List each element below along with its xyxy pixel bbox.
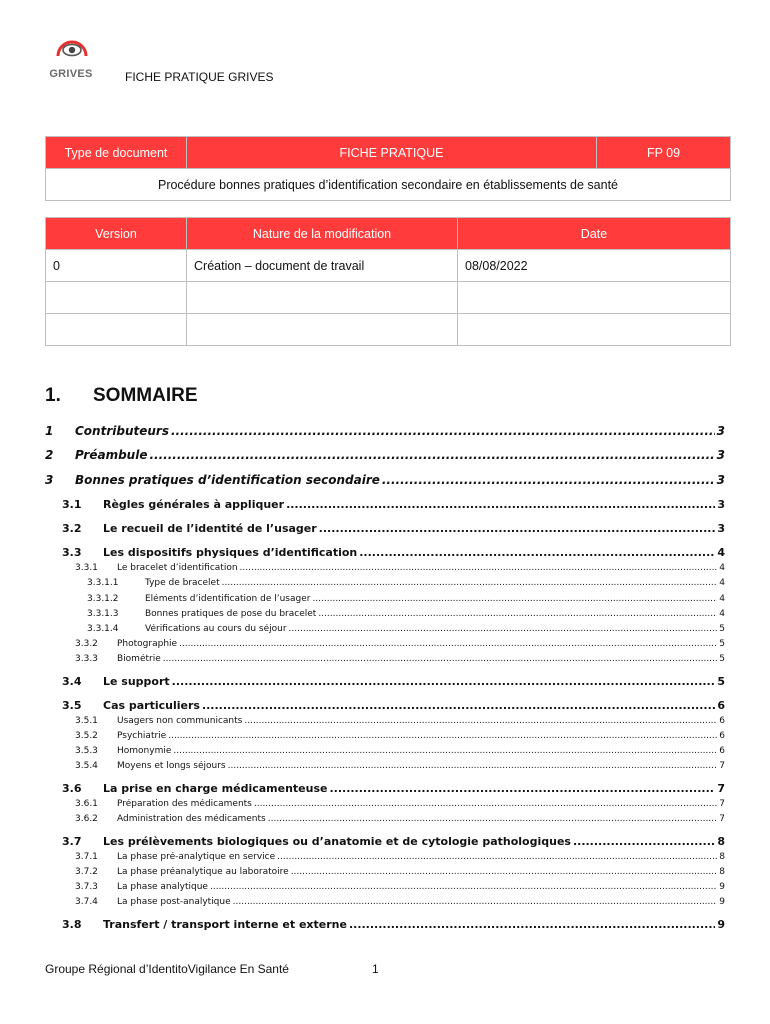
- doc-code-cell: FP 09: [597, 137, 731, 169]
- table-row: [46, 314, 731, 346]
- toc-entry[interactable]: 3.7.2 La phase préanalytique au laboratoire ..... 8: [75, 867, 725, 877]
- footer-text: Groupe Régional d’IdentitoVigilance En Santé: [45, 962, 289, 976]
- doc-subject-cell: Procédure bonnes pratiques d’identification secondaire en établissements de santé: [46, 169, 731, 201]
- header-title: FICHE PRATIQUE GRIVES: [125, 70, 274, 84]
- table-cell: [458, 282, 731, 314]
- eye-icon: [52, 34, 92, 68]
- toc-entry[interactable]: 3.3.1.4 Vérifications au cours du séjour ..... 5: [87, 624, 725, 634]
- toc-entry[interactable]: 3.6.1 Préparation des médicaments ..... 7: [75, 799, 725, 809]
- toc-entry[interactable]: 3.3.1 Le bracelet d’identification ..... 4: [75, 563, 725, 573]
- table-cell: [187, 314, 458, 346]
- toc-entry[interactable]: 3.7.1 La phase pré-analytique en service ..... 8: [75, 852, 725, 862]
- toc-entry[interactable]: 3.3.1.1 Type de bracelet ..... 4: [87, 578, 725, 588]
- toc-entry[interactable]: 3.3.3 Biométrie ..... 5: [75, 654, 725, 664]
- logo-text: GRIVES: [49, 68, 93, 80]
- toc-entry[interactable]: 3.5.4 Moyens et longs séjours ..... 7: [75, 761, 725, 771]
- type-label-cell: Type de document: [46, 137, 187, 169]
- section-number: 1.: [45, 385, 61, 406]
- toc-entry[interactable]: 3.3.2 Photographie ..... 5: [75, 639, 725, 649]
- table-row: [46, 250, 731, 282]
- toc-entry[interactable]: 3.5 Cas particuliers ..... 6: [62, 699, 725, 712]
- toc-entry[interactable]: 3.6 La prise en charge médicamenteuse ..... 7: [62, 782, 725, 795]
- toc-entry[interactable]: 3.5.2 Psychiatrie ..... 6: [75, 731, 725, 741]
- table-cell: [46, 282, 187, 314]
- modification-header: Nature de la modification: [187, 218, 458, 250]
- toc-entry[interactable]: 3.7 Les prélèvements biologiques ou d’anatomie et de cytologie pathologiques ..... 8: [62, 835, 725, 848]
- table-cell: Création – document de travail: [187, 250, 458, 282]
- table-cell: 0: [46, 250, 187, 282]
- toc-entry[interactable]: 3.2 Le recueil de l’identité de l’usager ..... 3: [62, 522, 725, 535]
- toc-entry[interactable]: 3.7.3 La phase analytique ..... 9: [75, 882, 725, 892]
- toc-entry[interactable]: 3 Bonnes pratiques d’identification secondaire ..... 3: [45, 473, 725, 487]
- section-title: SOMMAIRE: [93, 385, 198, 406]
- date-header: Date: [458, 218, 731, 250]
- toc-entry[interactable]: 1 Contributeurs ..... 3: [45, 424, 725, 438]
- section-heading: [45, 385, 198, 407]
- toc-entry[interactable]: 3.3.1.2 Eléments d’identification de l’usager ..... 4: [87, 594, 725, 604]
- toc-entry[interactable]: 3.3 Les dispositifs physiques d’identification ..... 4: [62, 546, 725, 559]
- table-cell: 08/08/2022: [458, 250, 731, 282]
- toc-entry[interactable]: 2 Préambule ..... 3: [45, 448, 725, 462]
- toc-entry[interactable]: 3.8 Transfert / transport interne et externe ..... 9: [62, 918, 725, 931]
- table-cell: [458, 314, 731, 346]
- toc-entry[interactable]: 3.7.4 La phase post-analytique ..... 9: [75, 897, 725, 907]
- table-row: [46, 282, 731, 314]
- version-table: [45, 217, 731, 346]
- grives-logo: [44, 34, 98, 86]
- version-header: Version: [46, 218, 187, 250]
- toc-entry[interactable]: 3.3.1.3 Bonnes pratiques de pose du bracelet ..... 4: [87, 609, 725, 619]
- toc-entry[interactable]: 3.5.3 Homonymie ..... 6: [75, 746, 725, 756]
- table-cell: [46, 314, 187, 346]
- table-cell: [187, 282, 458, 314]
- document-info-table: [45, 136, 731, 201]
- page-number: 1: [372, 962, 379, 976]
- toc-entry[interactable]: 3.4 Le support ..... 5: [62, 675, 725, 688]
- toc-entry[interactable]: 3.6.2 Administration des médicaments ..... 7: [75, 814, 725, 824]
- toc-entry[interactable]: 3.5.1 Usagers non communicants ..... 6: [75, 716, 725, 726]
- toc-entry[interactable]: 3.1 Règles générales à appliquer ..... 3: [62, 498, 725, 511]
- type-value-cell: FICHE PRATIQUE: [187, 137, 597, 169]
